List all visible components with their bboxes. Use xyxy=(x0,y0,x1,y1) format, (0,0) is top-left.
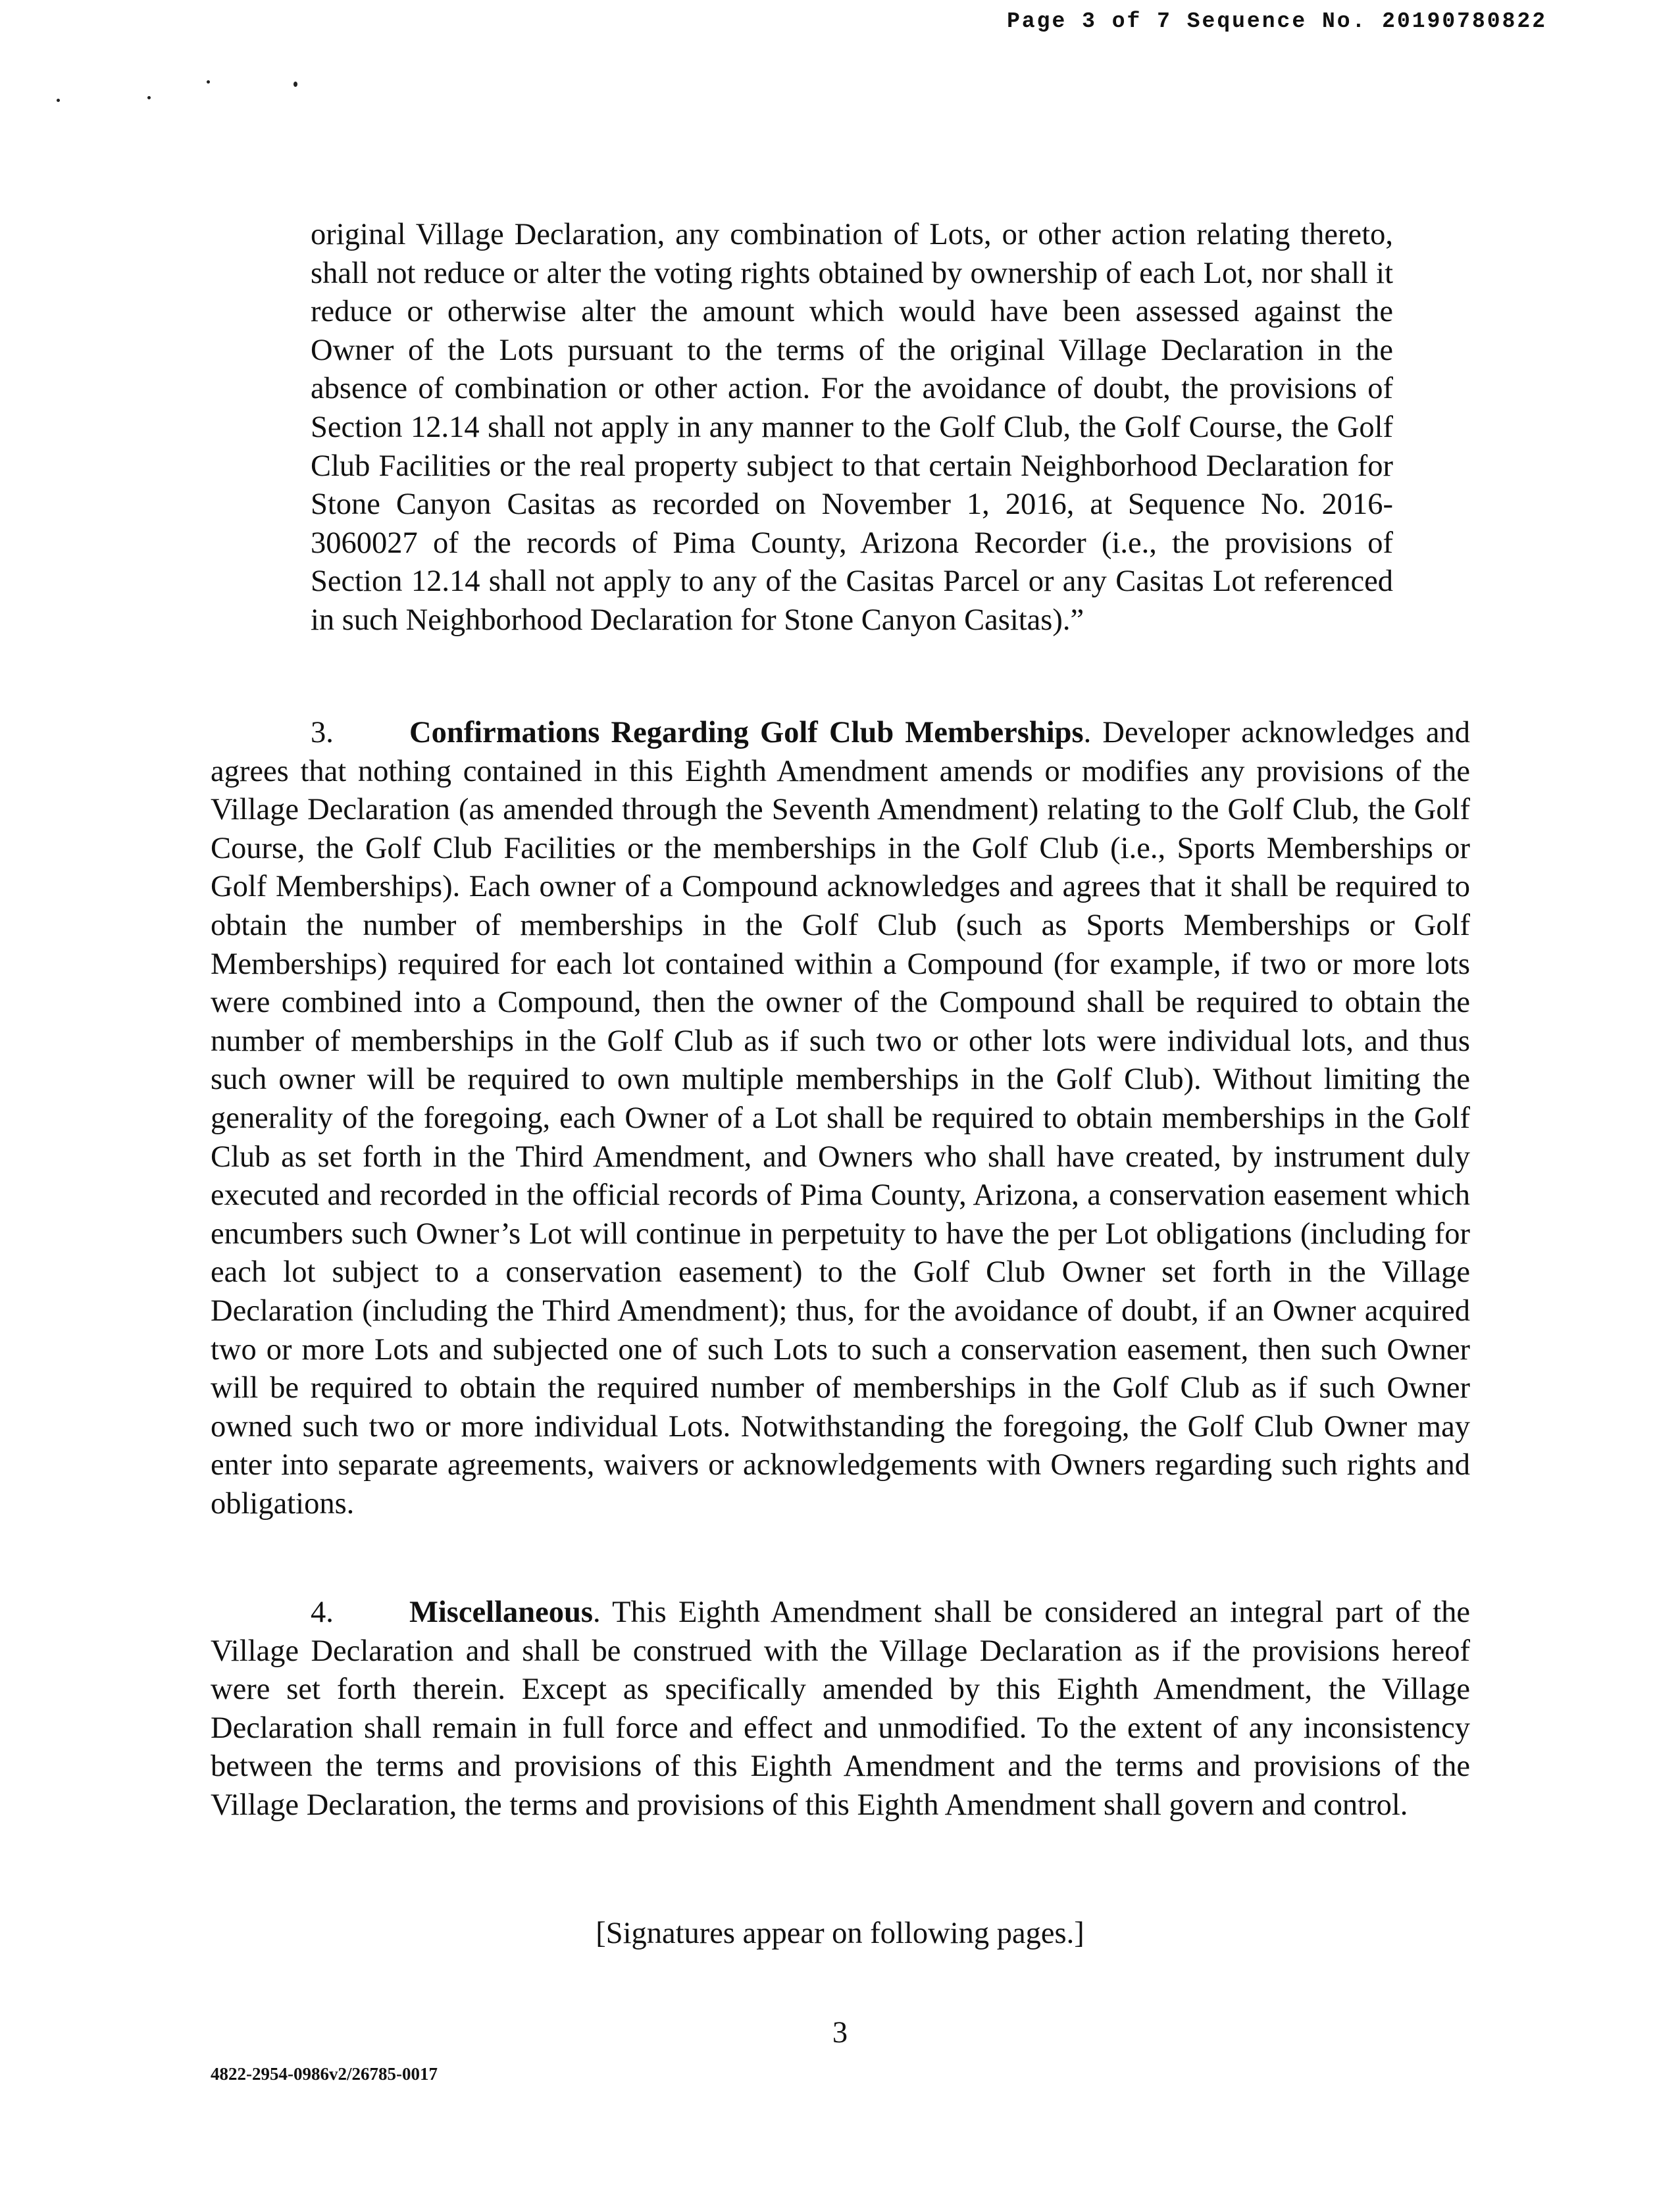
declaration-continuation-text: original Village Declaration, any combination of Lots, or other action relating thereto, shall not reduce or alter the voting rights obtained by ownership of each Lot, nor shall it reduce or otherwise alter the amount which would have been assessed against the Owner of the Lots pursuant to the terms of the original Village Declaration in the absence of combination or other action. For the avoidance of doubt, the provisions of Section 12.14 shall not apply in any manner to the Golf Club, the Golf Course, the Golf Club Facilities or the real property subject to that certain Neighborhood Declaration for Stone Canyon Casitas as recorded on November 1, 2016, at Sequence No. 2016-3060027 of the records of Pima County, Arizona Recorder (i.e., the provisions of Section 12.14 shall not apply to any of the Casitas Parcel or any Casitas Lot referenced in such Neighborhood Declaration for Stone Canyon Casitas).” xyxy=(311,218,1393,637)
scan-speck xyxy=(147,96,151,99)
recording-header: Page 3 of 7 Sequence No. 20190780822 xyxy=(1007,9,1547,34)
scan-speck xyxy=(293,82,297,87)
signatures-note: [Signatures appear on following pages.] xyxy=(596,1917,1084,1950)
section-heading: Confirmations Regarding Golf Club Memberships xyxy=(409,716,1084,749)
section-3-confirmations xyxy=(211,714,1470,1523)
page-number: 3 xyxy=(832,2016,848,2050)
section-heading: Miscellaneous xyxy=(409,1596,593,1629)
scan-speck xyxy=(57,99,60,102)
section-4-miscellaneous xyxy=(211,1594,1470,1825)
document-id: 4822-2954-0986v2/26785-0017 xyxy=(211,2064,438,2084)
section-number: 3. xyxy=(311,716,334,749)
section-body: . This Eighth Amendment shall be considered an integral part of the Village Declaration and shall be construed with the Village Declaration as if the provisions hereof were set forth therein. Except as specifically amended by this Eighth Amendment, the Village Declaration shall remain in full force and effect and unmodified. To the extent of any inconsistency between the terms and provisions of this Eighth Amendment and the terms and provisions of the Village Declaration, the terms and provisions of this Eighth Amendment shall govern and control. xyxy=(211,1596,1470,1822)
section-body: . Developer acknowledges and agrees that nothing contained in this Eighth Amendment amends or modifies any provisions of the Village Declaration (as amended through the Seventh Amendment) relating to the Golf Club, the Golf Course, the Golf Club Facilities or the memberships in the Golf Club (i.e., Sports Memberships or Golf Memberships). Each owner of a Compound acknowledges and agrees that it shall be required to obtain the number of memberships in the Golf Club (such as Sports Memberships or Golf Memberships) required for each lot contained within a Compound (for example, if two or more lots were combined into a Compound, then the owner of the Compound shall be required to obtain the number of memberships in the Golf Club as if such two or other lots were individual lots, and thus such owner will be required to own multiple memberships in the Golf Club). Without limiting the generality of the foregoing, each Owner of a Lot shall be required to obtain memberships in the Golf Club as set forth in the Third Amendment, and Owners who shall have created, by instrument duly executed and recorded in the official records of Pima County, Arizona, a conservation easement which encumbers such Owner’s Lot will continue in perpetuity to have the per Lot obligations (including for each lot subject to a conservation easement) to the Golf Club Owner set forth in the Village Declaration (including the Third Amendment); thus, for the avoidance of doubt, if an Owner acquired two or more Lots and subjected one of such Lots to such a conservation easement, then such Owner will be required to obtain the required number of memberships in the Golf Club as if such Owner owned such two or more individual Lots. Notwithstanding the foregoing, the Golf Club Owner may enter into separate agreements, waivers or acknowledgements with Owners regarding such rights and obligations. xyxy=(211,716,1470,1521)
scan-speck xyxy=(207,80,210,84)
section-number: 4. xyxy=(311,1596,334,1629)
